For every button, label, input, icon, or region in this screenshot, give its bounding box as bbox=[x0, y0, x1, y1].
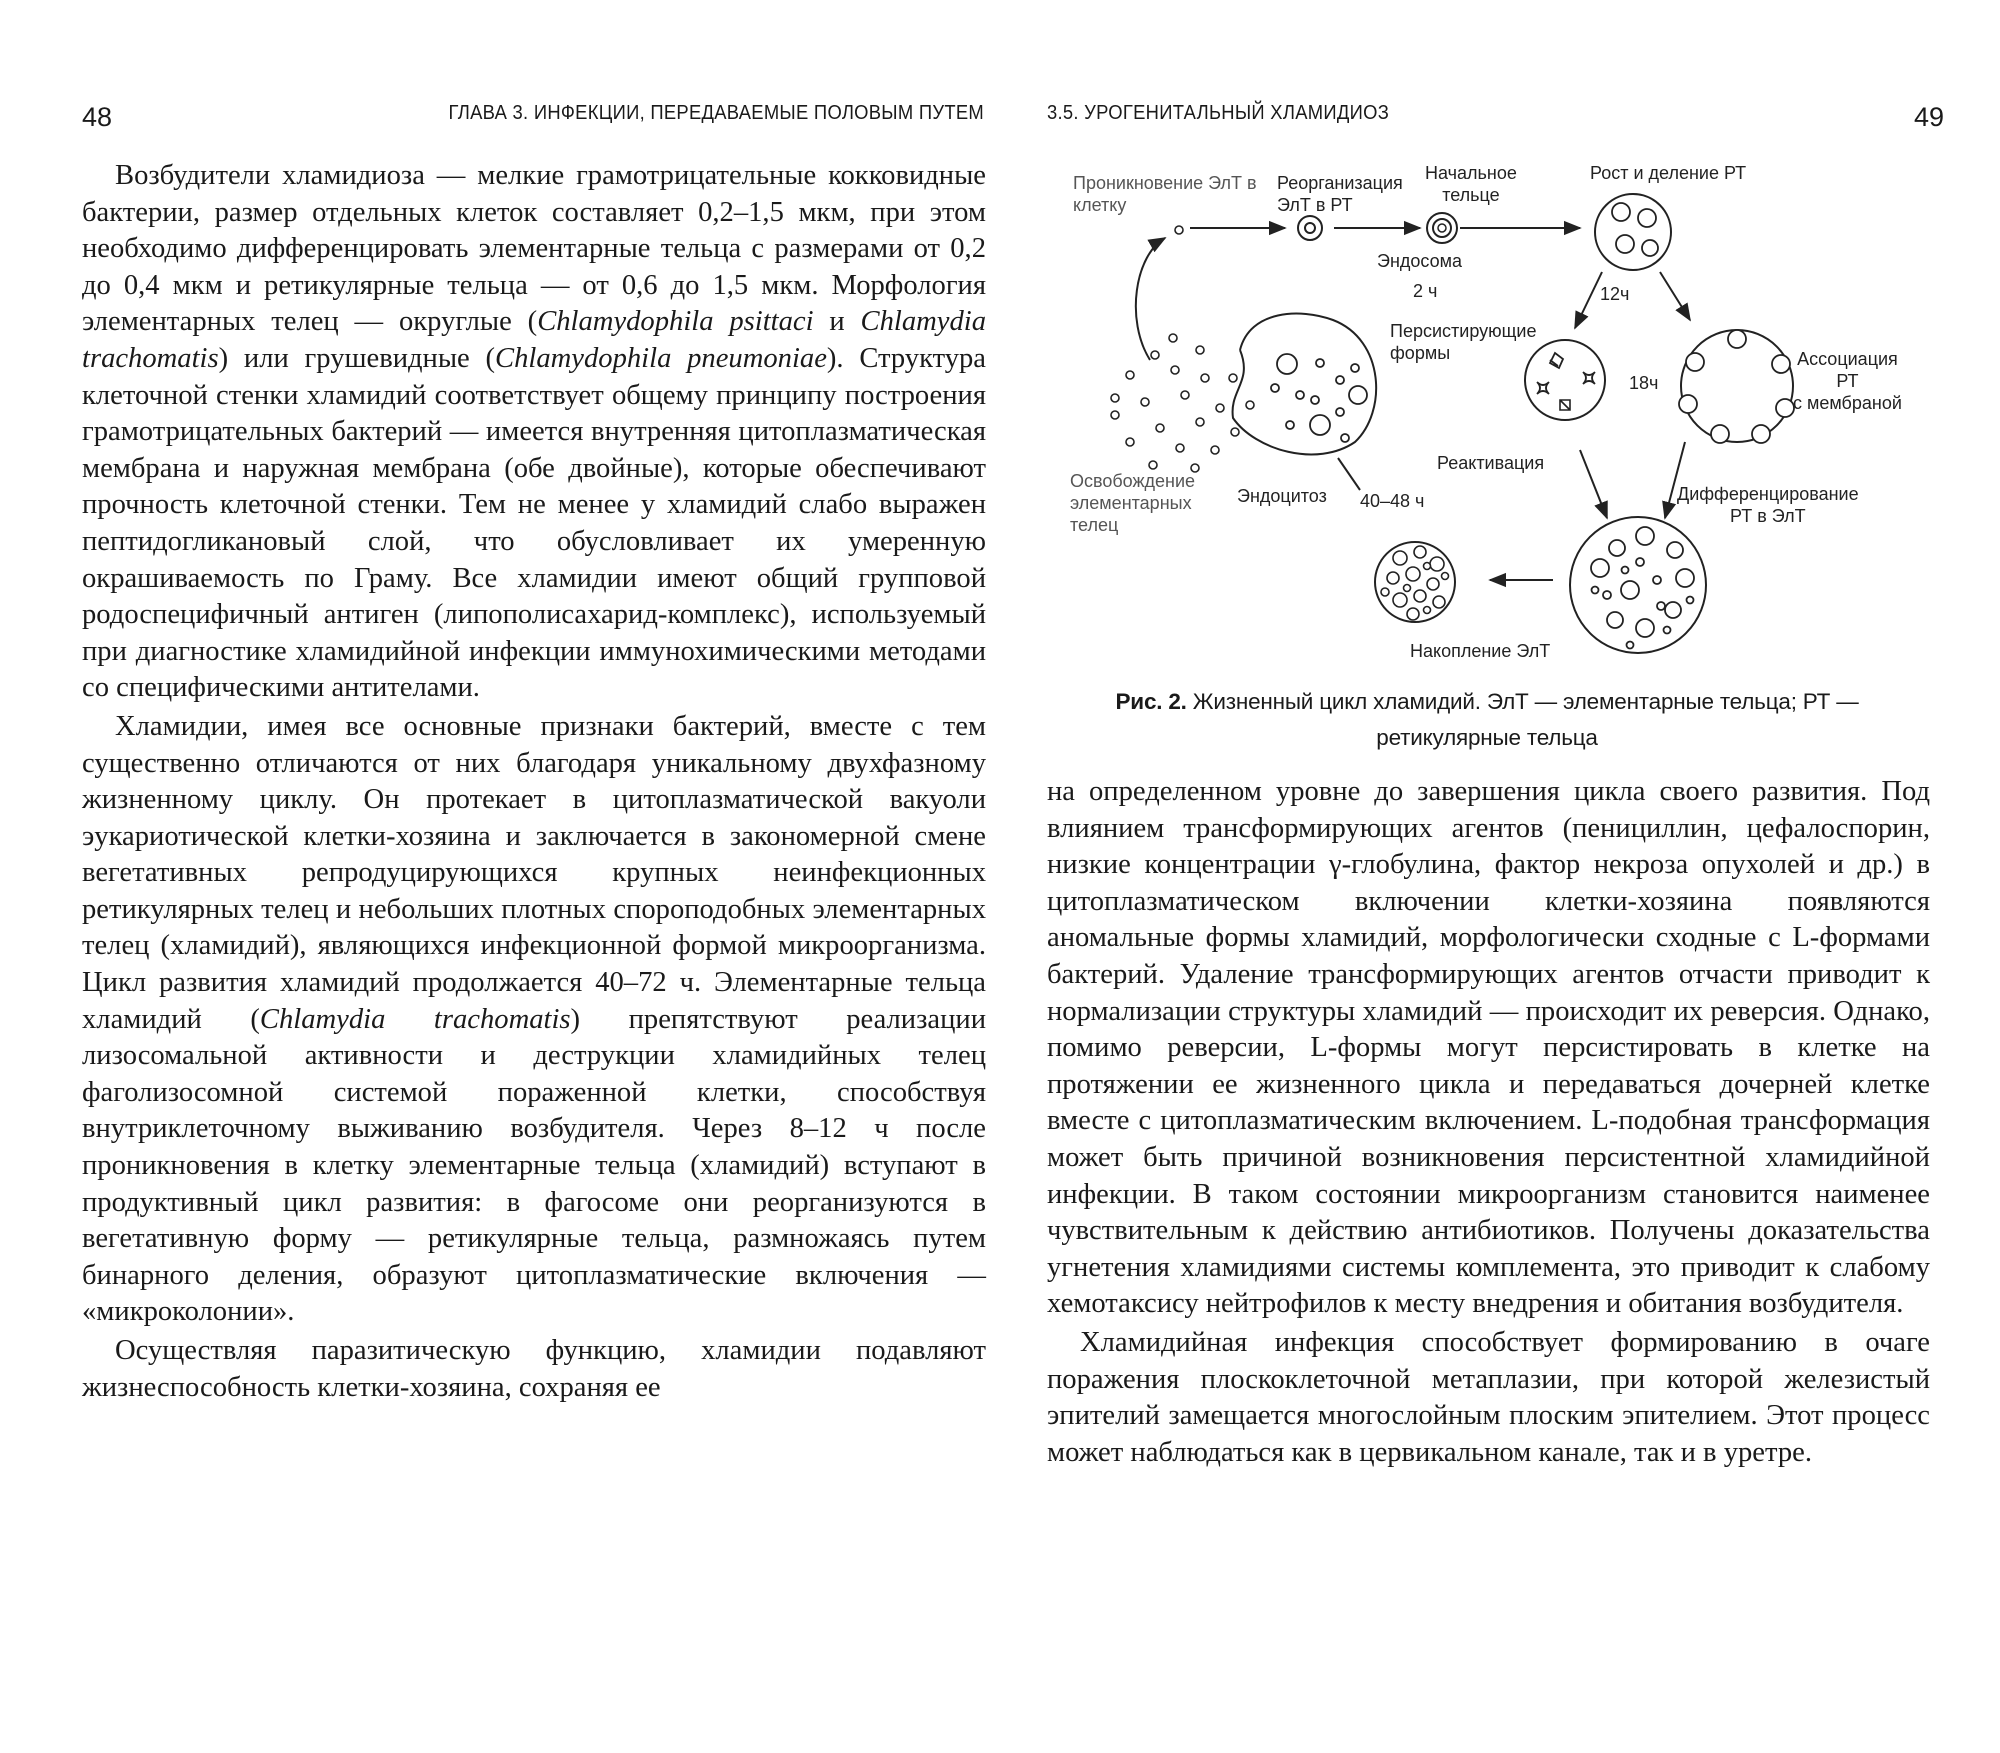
accumulation-cell-icon bbox=[1375, 542, 1455, 622]
caption-text: Жизненный цикл хламидий. ЭлТ — элементарные тельца; РТ — ретикулярные тельца bbox=[1186, 689, 1859, 750]
growth-division-cell-icon bbox=[1595, 194, 1671, 270]
label-assoc-line3: с мембраной bbox=[1793, 393, 1902, 413]
label-differentiation bbox=[1677, 483, 1859, 527]
label-initial-line2: тельце bbox=[1442, 185, 1500, 205]
label-accumulation: Накопление ЭлТ bbox=[1410, 641, 1551, 661]
left-paragraph-2 bbox=[82, 709, 986, 1331]
text-run: ) или грушевидные ( bbox=[218, 342, 496, 374]
label-persistent-forms bbox=[1390, 320, 1537, 364]
label-persist-line2: формы bbox=[1390, 343, 1451, 363]
species-name: Chlamydophila pneumoniae bbox=[495, 342, 827, 374]
species-name: Chlamydophila psittaci bbox=[537, 306, 814, 338]
association-membrane-cell-icon bbox=[1679, 330, 1794, 443]
differentiation-cell-icon bbox=[1570, 517, 1706, 653]
arrow-reactivation bbox=[1580, 450, 1607, 518]
left-paragraph-3: Осуществляя паразитическую функцию, хламидии подавляют жизнеспособность клетки-хозяина, сохраняя ее bbox=[82, 1335, 986, 1403]
label-penetration bbox=[1073, 172, 1258, 216]
arrow-to-persistent bbox=[1575, 272, 1602, 328]
label-40-48h: 40–48 ч bbox=[1360, 491, 1425, 511]
arrow-release-cycle bbox=[1136, 238, 1165, 360]
left-running-head: ГЛАВА 3. ИНФЕКЦИИ, ПЕРЕДАВАЕМЫЕ ПОЛОВЫМ ПУТЕМ bbox=[448, 102, 984, 124]
label-association bbox=[1793, 348, 1902, 414]
label-persist-line1: Персистирующие bbox=[1390, 321, 1537, 341]
right-text-column bbox=[1047, 774, 1930, 1471]
label-diff-line1: Дифференцирование bbox=[1677, 484, 1859, 504]
label-reorganization bbox=[1277, 172, 1403, 216]
label-assoc-line2: РТ bbox=[1836, 371, 1859, 391]
right-running-head: 3.5. УРОГЕНИТАЛЬНЫЙ ХЛАМИДИОЗ bbox=[1047, 102, 1390, 124]
label-12h: 12ч bbox=[1600, 284, 1630, 304]
label-assoc-line1: Ассоциация bbox=[1797, 349, 1898, 369]
arrow-to-association bbox=[1660, 272, 1690, 320]
label-endocytosis: Эндоцитоз bbox=[1237, 486, 1327, 506]
label-release-line1: Освобождение bbox=[1070, 471, 1196, 491]
caption-label: Рис. 2. bbox=[1115, 689, 1187, 714]
label-diff-line2: РТ в ЭлТ bbox=[1730, 506, 1806, 526]
right-paragraph-1: на определенном уровне до завершения цикла своего развития. Под влиянием трансформирующих агентов (пенициллин, цефалоспорин, низкие концентрации γ-глобулина, фактор некроза опухолей и др.) в цитоплазматическом включении клетки-хозяина появляются аномальные формы хламидий, морфологически сходные с L-формами бактерий. Удаление трансформирующих агентов отчасти приводит к нормализации структуры хламидий — происходит их реверсия. Однако, помимо реверсии, L-формы могут персистировать в клетке на протяжении ее жизненного цикла и передаваться дочерней клетке вместе с цитоплазматическим включением. L-подобная трансформация может быть причиной возникновения персистентной хламидийной инфекции. В таком состоянии микроорганизм становится наименее чувствительным к действию антибиотиков. Получены доказательства угнетения хламидиями системы комплемента, это приводит к слабому хемотаксису нейтрофилов к месту внедрения и обитания возбудителя. bbox=[1047, 776, 1930, 1320]
label-endosome: Эндосома bbox=[1377, 251, 1462, 271]
left-paragraph-1 bbox=[82, 158, 986, 707]
label-18h: 18ч bbox=[1629, 373, 1659, 393]
right-paragraph-2: Хламидийная инфекция способствует формированию в очаге поражения плоскоклеточной метаплазии, при которой железистый эпителий замещается многослойным плоским эпителием. Этот процесс может наблюдаться как в цервикальном канале, так и в уретре. bbox=[1047, 1326, 1930, 1468]
label-release bbox=[1070, 470, 1195, 536]
label-penetration-text: Проникновение ЭлТ в клетку bbox=[1073, 173, 1257, 215]
text-run: ). Структура клеточной стенки хламидий соответствует общему принципу построения грамотрицательных бактерий — имеется внутренняя цитоплазматическая мембрана и наружная мембрана (обе двойные), которые обеспечивают прочность клеточной стенки. Тем не менее у хламидий слабо выражен пептидогликановый слой, что обусловливает их умеренную окрашиваемость по Граму. Все хламидии имеют общий групповой родоспецифичный антиген (липополисахарид-комплекс), используемый при диагностике хламидийной инфекции иммунохимическими методами со специфическими антителами. bbox=[82, 342, 986, 704]
label-reorg-line1: Реорганизация bbox=[1277, 173, 1403, 193]
label-growth-division: Рост и деление РТ bbox=[1590, 163, 1747, 183]
figure-caption bbox=[1047, 684, 1927, 756]
label-release-line2: элементарных bbox=[1070, 493, 1192, 513]
label-reorg-line2: ЭлТ в РТ bbox=[1277, 195, 1353, 215]
text-run: Возбудители хламидиоза — мелкие грамотрицательные кокковидные бактерии, размер отдельных клеток составляет 0,2–1,5 мкм, при этом необходимо дифференцировать элементарные тельца с размерами от 0,2 до 0,4 мкм и ретикулярные тельца — от 0,6 до 1,5 мкм. Морфология элементарных телец — округлые ( bbox=[82, 160, 986, 338]
text-run: Хламидии, имея все основные признаки бактерий, вместе с тем существенно отличаются от них благодаря уникальному двухфазному жизненному циклу. Он протекает в цитоплазматической вакуоли эукариотической клетки-хозяина и заключается в закономерной смене вегетативных репродуцирующихся крупных неинфекционных ретикулярных телец и небольших плотных спороподобных элементарных телец (хламидий), являющихся инфекционной формой микроорганизма. Цикл развития хламидий продолжается 40–72 ч. Элементарные тельца хламидий ( bbox=[82, 710, 986, 1035]
label-reactivation: Реактивация bbox=[1437, 453, 1545, 473]
text-run: и bbox=[813, 306, 861, 338]
chlamydia-life-cycle-diagram bbox=[1055, 150, 1925, 670]
release-cell-icon bbox=[1233, 314, 1377, 455]
right-page-number: 49 bbox=[1913, 102, 1944, 132]
label-initial-body bbox=[1425, 162, 1517, 206]
label-2h: 2 ч bbox=[1413, 281, 1438, 301]
species-name: Chlamydia trachomatis bbox=[259, 1003, 571, 1035]
label-release-line3: телец bbox=[1070, 515, 1119, 535]
text-run: ) препятствуют реализации лизосомальной активности и деструкции хламидийных телец фаголизосомной системой пораженной клетки, способствуя внутриклеточному выживанию возбудителя. Через 8–12 ч после проникновения в клетку элементарные тельца (хламидий) вступают в продуктивный цикл развития: в фагосоме они реорганизуются в вегетативную форму — ретикулярные тельца, размножаясь путем бинарного деления, образуют цитоплазматические включения — «микроколонии». bbox=[82, 1003, 986, 1328]
elementary-body-icon bbox=[1175, 226, 1183, 234]
label-initial-line1: Начальное bbox=[1425, 163, 1517, 183]
persistent-forms-cell-icon bbox=[1525, 340, 1605, 420]
left-page-number: 48 bbox=[82, 102, 113, 132]
endocytosis-leader bbox=[1338, 458, 1360, 490]
species-name: Chlamydia trachomatis bbox=[82, 306, 986, 374]
left-text-column bbox=[82, 158, 986, 1406]
